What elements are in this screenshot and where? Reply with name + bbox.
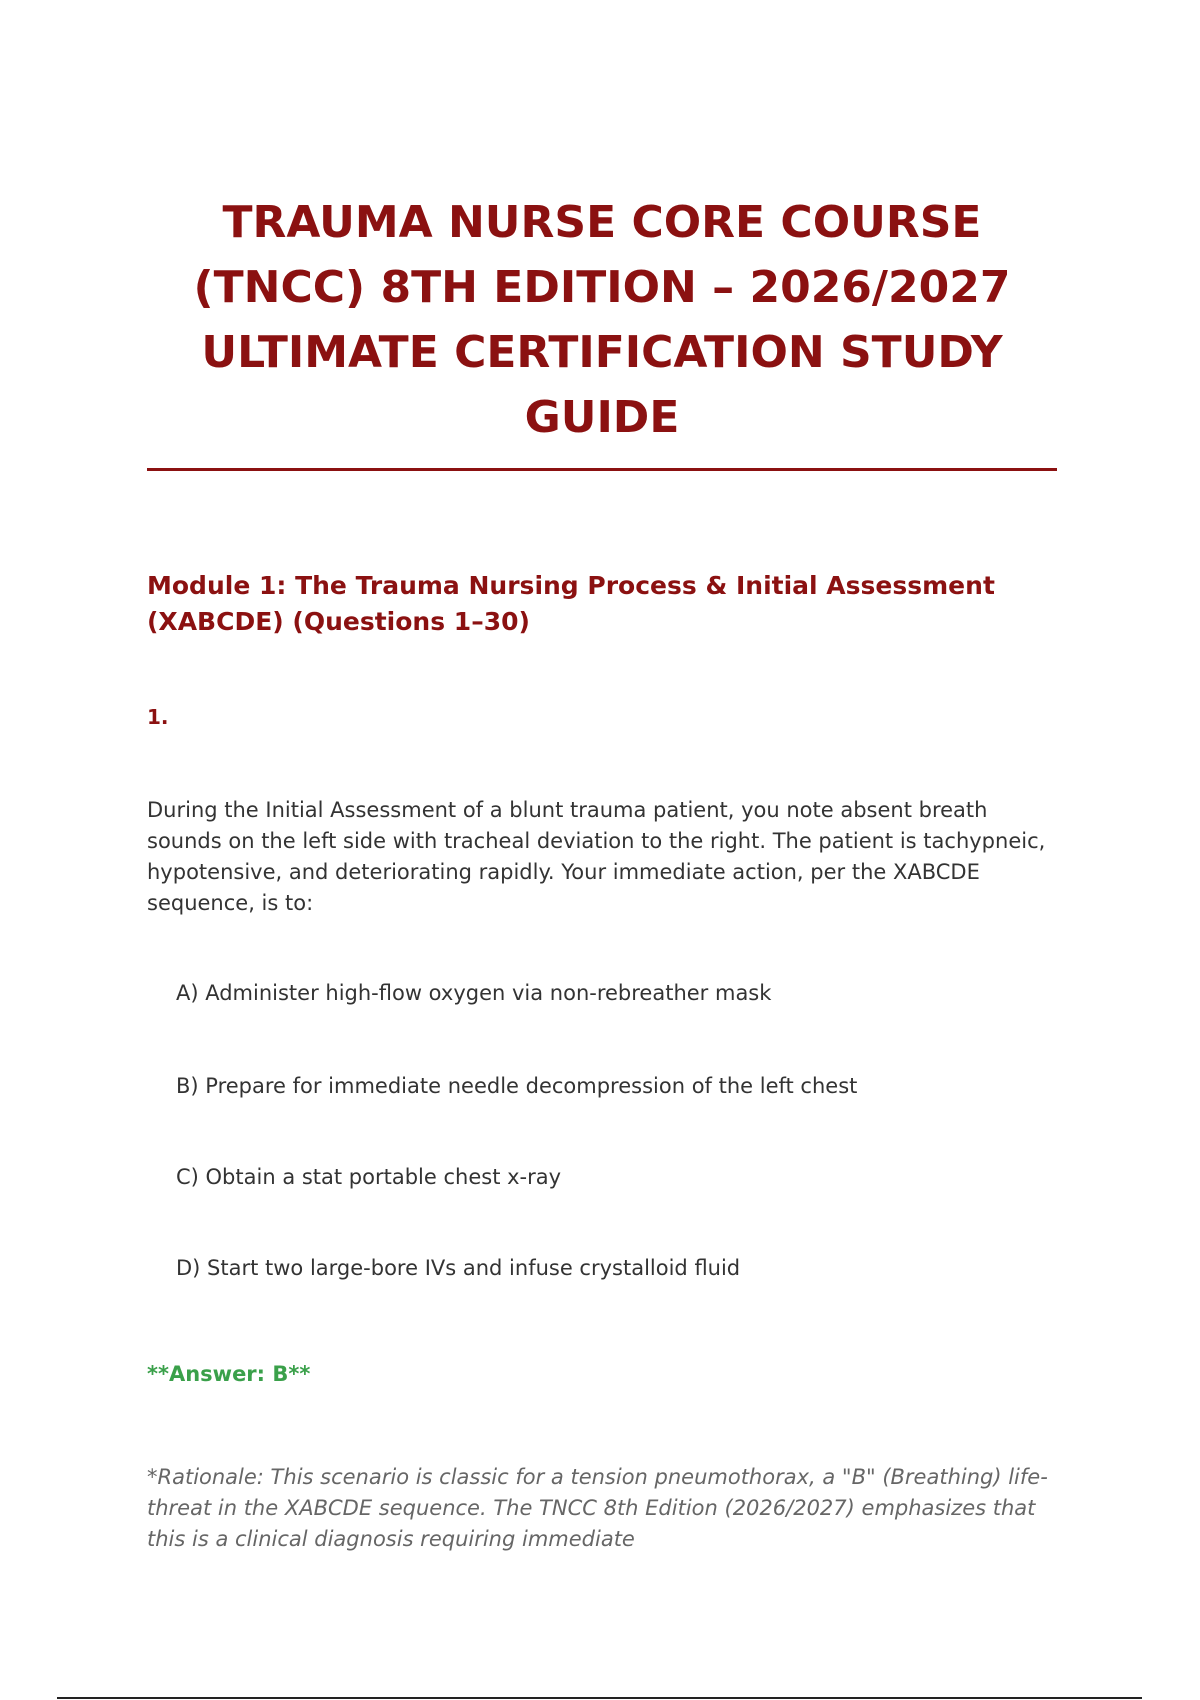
document-title: TRAUMA NURSE CORE COURSE (TNCC) 8TH EDITION – 2026/2027 ULTIMATE CERTIFICATION STUDY GUIDE bbox=[193, 197, 1011, 443]
page-bottom-divider bbox=[57, 1697, 1142, 1699]
option-d: D) Start two large-bore IVs and infuse crystalloid fluid bbox=[176, 1256, 741, 1280]
option-a: A) Administer high-flow oxygen via non-rebreather mask bbox=[176, 981, 772, 1005]
question-text: During the Initial Assessment of a blunt trauma patient, you note absent breath sounds on the left side with tracheal deviation to the right. The patient is tachypneic, hypotensive, and deteriorating rapidly. Your immediate action, per the XABCDE sequence, is to: bbox=[147, 798, 1046, 915]
title-divider bbox=[147, 468, 1057, 471]
option-b: B) Prepare for immediate needle decompression of the left chest bbox=[176, 1074, 858, 1098]
rationale-text: *Rationale: This scenario is classic for a tension pneumothorax, a "B" (Breathing) life-threat in the XABCDE sequence. The TNCC 8th Edition (2026/2027) emphasizes that this is a clinical diagnosis requiring immediate bbox=[147, 1465, 1048, 1551]
question-number: 1. bbox=[147, 705, 169, 729]
answer-text: **Answer: B** bbox=[147, 1362, 311, 1386]
option-c: C) Obtain a stat portable chest x-ray bbox=[176, 1165, 562, 1189]
module-heading: Module 1: The Trauma Nursing Process & Initial Assessment (XABCDE) (Questions 1–30) bbox=[147, 571, 995, 636]
